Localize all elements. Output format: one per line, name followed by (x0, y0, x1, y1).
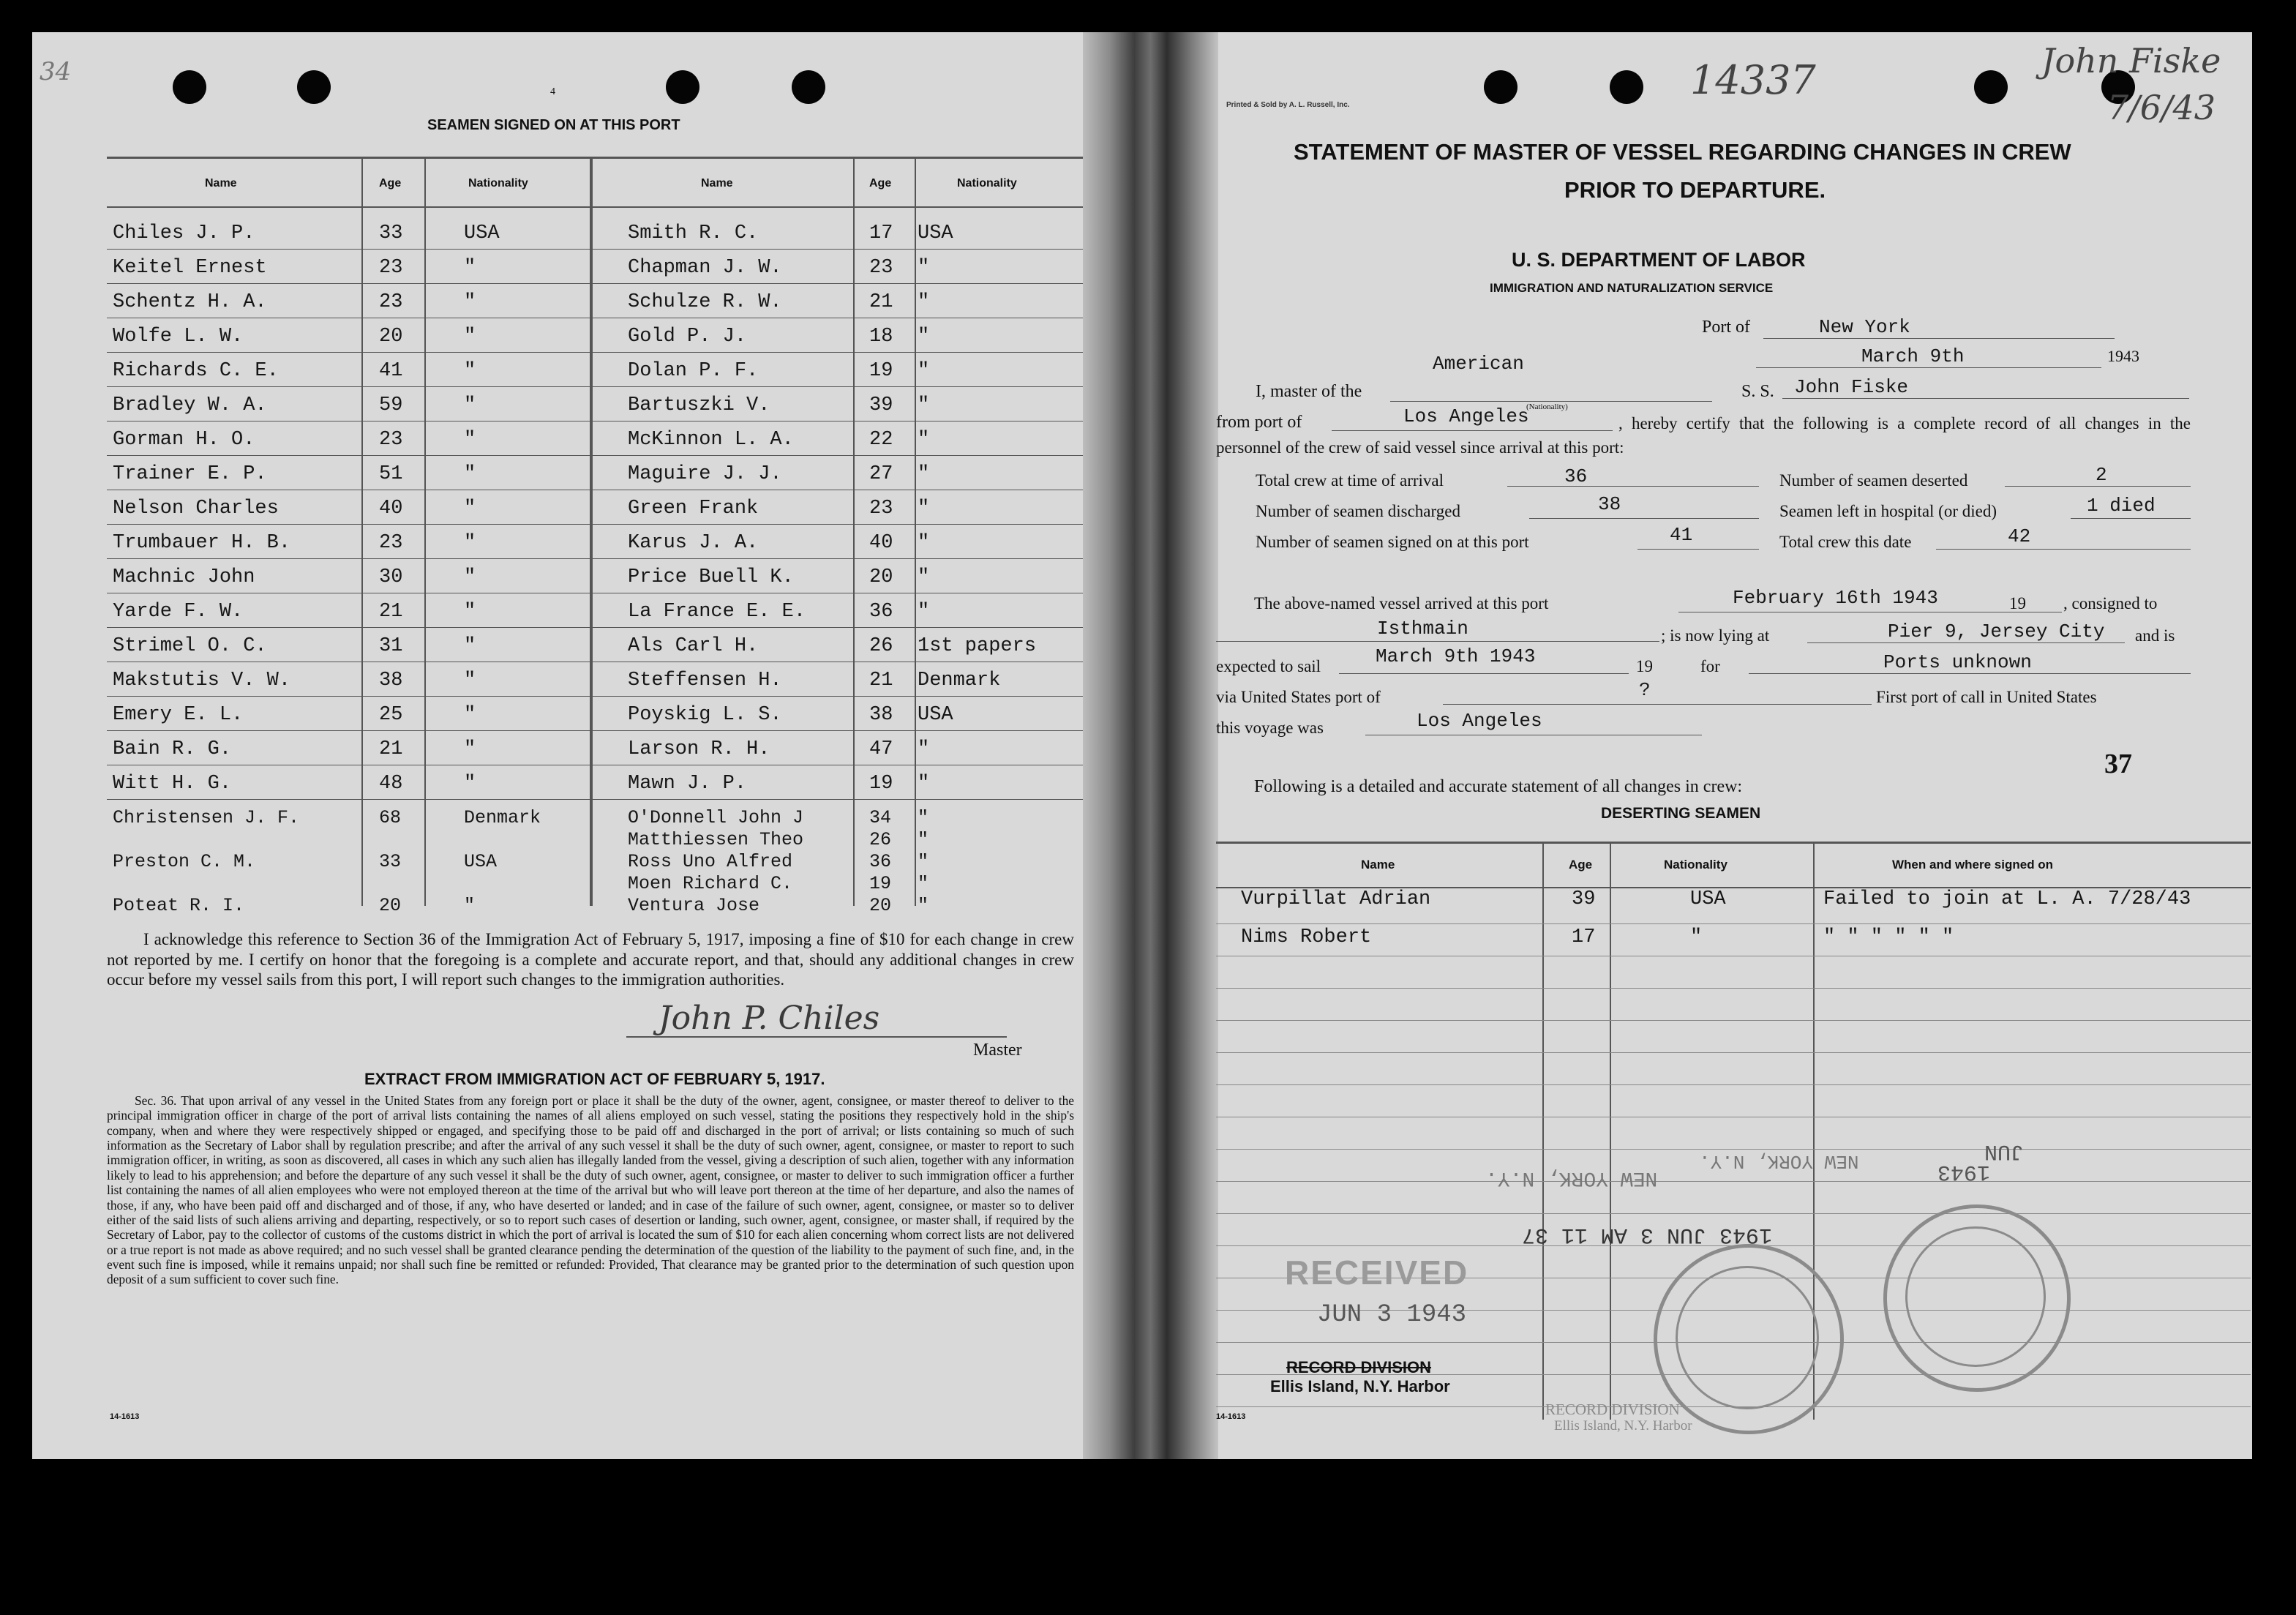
punch-hole (1610, 70, 1643, 104)
deserting-cell-signed: " " " " " " (1823, 926, 1954, 948)
seamen-cell-nat1: " (464, 257, 476, 279)
port-label: Port of (1702, 318, 1750, 337)
deserting-row-rule (1216, 923, 2251, 924)
seamen-cell-name2: La France E. E. (628, 601, 806, 623)
seamen-cell-nat1: " (464, 601, 476, 623)
seamen-cell-nat2: 1st papers (918, 635, 1037, 657)
col-header-age-2: Age (869, 177, 892, 190)
voyage-value: Los Angeles (1417, 710, 1542, 732)
and-is-label: and is (2135, 626, 2175, 645)
section-36-text: Sec. 36. That upon arrival of any vessel in the United States from any foreign port or place it shall be the duty of the owner, agent, consignee, or master thereof to deliver to the principal immigration officer in charge of the port of arrival lists containing the names of all aliens employed on such vessel, stating the positions they respectively hold in the ship's company, when and where they were respectively shipped or engaged, and specifying those to be paid off and discharged in the port of arrival; or lists containing so much of such information as the Secretary of Labor shall by regulation prescribe; and after the arrival of any such vessel it shall be the duty of such owner, agent, consignee, or master to report to such immigration officer, in writing, as soon as discovered, all cases in which any such alien has illegally landed from the vessel, giving a description of such alien, together with any information likely to lead to his apprehension; and before the departure of any such vessel it shall be the duty of such owner, agent, consignee, or master to deliver to such immigration officer a further list containing the names of all alien employees who were not employed thereon at the time of the arrival but who will leave port thereon at the time of her departure, and also the names of those, if any, who have been paid off and discharged and of those, if any, who have deserted or landed; and in case of the failure of such owner, agent, consignee, or master so to deliver either of the said lists of such aliens arriving and departing, respectively, or so to report such cases of desertion or landing, such owner, agent, consignee, or master shall, if required by the Secretary of Labor, pay to the collector of customs of the customs district in which the port of arrival is located the sum of $10 for each alien concerning whom correct lists are not delivered or a true report is not made as above required; and no such vessel shall be granted clearance pending the determination of the question of the liability to the payment of such fine, and, in the event such fine is imposed, while it remains unpaid; nor shall such fine be remitted or refunded: Provided, That clearance may be granted prior to the determination of such question upon deposit of a sum sufficient to cover such fine. (107, 1093, 1074, 1287)
seamen-cell-name2: Matthiessen Theo (628, 829, 804, 850)
seamen-cell-age2: 17 (869, 222, 893, 244)
seamen-cell-age2: 21 (869, 670, 893, 692)
date-value: March 9th (1861, 345, 1965, 367)
seamen-cell-nat2: " (918, 829, 929, 850)
new-york-stamp: NEW YORK, N.Y. (1485, 1166, 1658, 1189)
deserting-header-age: Age (1569, 858, 1593, 872)
seamen-cell-age1: 30 (379, 566, 403, 588)
consigned-label: , consigned to (2063, 594, 2158, 612)
first-call-label: First port of call in United States (1876, 688, 2097, 706)
seamen-cell-age2: 19 (869, 360, 893, 382)
seamen-cell-name2: Schulze R. W. (628, 291, 782, 313)
ellis-island-faint: Ellis Island, N.Y. Harbor (1554, 1418, 1692, 1434)
seamen-cell-name2: Karus J. A. (628, 532, 759, 554)
ship-name: John Fiske (1794, 376, 1909, 398)
nationality-caption: (Nationality) (1526, 402, 1568, 411)
circular-seal-inner (1905, 1226, 2046, 1367)
page-number-mark: 34 (40, 57, 72, 86)
seamen-row-rule (107, 696, 1083, 697)
nationality-value: American (1433, 353, 1524, 375)
vessel-name-mark: John Fiske (2041, 41, 2221, 80)
statement-title-line-2: PRIOR TO DEPARTURE. (1564, 177, 1826, 203)
master-label: Master (973, 1041, 1022, 1060)
seamen-cell-nat2: " (918, 257, 930, 279)
seamen-cell-name1: Makstutis V. W. (113, 670, 291, 692)
seamen-cell-age1: 40 (379, 498, 403, 520)
seamen-cell-name1: Gorman H. O. (113, 429, 255, 451)
expected-year-prefix: 19 (1636, 657, 1653, 675)
seamen-row-rule (107, 249, 1083, 250)
seamen-cell-nat1: " (464, 566, 476, 588)
col-header-name-1: Name (205, 177, 237, 190)
printer-line: Printed & Sold by A. L. Russell, Inc. (1226, 101, 1350, 109)
seamen-row-rule (107, 386, 1083, 387)
record-division-faint: RECORD DIVISION (1545, 1401, 1680, 1418)
seamen-cell-name1: Emery E. L. (113, 704, 244, 726)
arrived-label: The above-named vessel arrived at this port (1254, 594, 1549, 612)
seamen-cell-nat1: " (464, 291, 476, 313)
certify-text: , hereby certify that the following is a complete record of all changes in the personnel of the crew of said vessel since arrival at this port: (1216, 414, 2191, 457)
deserting-row-rule (1216, 1181, 2251, 1182)
seamen-cell-age2: 23 (869, 257, 893, 279)
seamen-cell-name1: Bain R. G. (113, 738, 232, 760)
deserting-header-name: Name (1361, 858, 1395, 872)
seamen-cell-name2: Green Frank (628, 498, 759, 520)
port-value: New York (1819, 316, 1910, 338)
arrived-value: February 16th 1943 (1733, 587, 1938, 609)
deserted-value: 2 (2096, 464, 2107, 486)
seamen-cell-nat1: " (464, 326, 476, 348)
seamen-cell-nat2: " (918, 773, 930, 795)
seamen-cell-name1: Richards C. E. (113, 360, 279, 382)
seamen-cell-nat2: " (918, 738, 930, 760)
seamen-cell-age2: 26 (869, 635, 893, 657)
seamen-cell-name2: Moen Richard C. (628, 873, 793, 894)
seamen-cell-name1: Wolfe L. W. (113, 326, 244, 348)
seamen-row-rule (107, 524, 1083, 525)
seamen-cell-age1: 33 (379, 851, 402, 872)
seamen-cell-age1: 31 (379, 635, 403, 657)
deserting-cell-name: Vurpillat Adrian (1241, 888, 1431, 910)
seamen-cell-nat1: Denmark (464, 807, 541, 828)
seamen-cell-nat1: " (464, 704, 476, 726)
discharged-value: 38 (1598, 493, 1621, 515)
seamen-cell-nat2: " (918, 498, 930, 520)
seamen-cell-age2: 36 (869, 601, 893, 623)
date-mark: 7/6/43 (2107, 88, 2216, 127)
seamen-cell-nat2: Denmark (918, 670, 1001, 692)
seamen-row-rule (107, 283, 1083, 284)
seamen-cell-name2: Larson R. H. (628, 738, 770, 760)
deserting-cell-age: 39 (1572, 888, 1596, 910)
arrived-year-prefix: 19 (2009, 594, 2026, 612)
jun-stamp: JUN (1984, 1139, 2025, 1164)
seamen-cell-nat2: " (918, 566, 930, 588)
voyage-label: this voyage was (1216, 719, 1324, 737)
deserting-header-signed-on: When and where signed on (1892, 858, 2054, 872)
seamen-cell-age1: 25 (379, 704, 403, 726)
seamen-cell-age2: 21 (869, 291, 893, 313)
service-name: IMMIGRATION AND NATURALIZATION SERVICE (1490, 281, 1774, 295)
seamen-cell-name1: Poteat R. I. (113, 895, 245, 916)
seamen-cell-nat2: USA (918, 222, 953, 244)
seamen-cell-name1: Trumbauer H. B. (113, 532, 291, 554)
seamen-cell-nat1: " (464, 463, 476, 485)
seamen-cell-nat1: " (464, 738, 476, 760)
deserting-header-nationality: Nationality (1664, 858, 1727, 872)
seamen-cell-nat2: " (918, 532, 930, 554)
discharged-label: Number of seamen discharged (1256, 502, 1460, 520)
seamen-cell-name2: Maguire J. J. (628, 463, 782, 485)
seamen-cell-age1: 41 (379, 360, 403, 382)
seamen-cell-age1: 23 (379, 291, 403, 313)
seamen-cell-age1: 51 (379, 463, 403, 485)
signed-on-label: Number of seamen signed on at this port (1256, 533, 1529, 551)
seamen-cell-age2: 20 (869, 566, 893, 588)
seamen-cell-name1: Christensen J. F. (113, 807, 300, 828)
seamen-cell-age1: 20 (379, 326, 403, 348)
seamen-cell-name2: Als Carl H. (628, 635, 759, 657)
seamen-cell-nat1: " (464, 635, 476, 657)
year-stamp: 1943 (1937, 1159, 1991, 1184)
seamen-cell-nat1: " (464, 498, 476, 520)
deserting-cell-name: Nims Robert (1241, 926, 1372, 948)
seamen-cell-name1: Bradley W. A. (113, 394, 267, 416)
record-division-label: RECORD DIVISION (1286, 1358, 1432, 1376)
expected-label: expected to sail (1216, 657, 1321, 675)
from-port-value: Los Angeles (1403, 405, 1529, 427)
deserting-cell-signed: Failed to join at L. A. 7/28/43 (1823, 888, 2191, 910)
seamen-cell-name2: Mawn J. P. (628, 773, 747, 795)
circular-postmark-inner (1676, 1266, 1819, 1409)
total-today-label: Total crew this date (1779, 533, 1912, 551)
seamen-row-rule (107, 352, 1083, 353)
seamen-cell-nat2: " (918, 895, 929, 916)
seamen-cell-name2: Poyskig L. S. (628, 704, 782, 726)
seamen-cell-nat1: " (464, 429, 476, 451)
seamen-cell-nat1: " (464, 895, 476, 916)
deserted-label: Number of seamen deserted (1779, 471, 1968, 490)
seamen-cell-age2: 19 (869, 773, 893, 795)
punch-hole (173, 70, 206, 104)
via-value: ? (1639, 679, 1651, 701)
right-form-number: 14-1613 (1216, 1412, 1246, 1421)
seamen-cell-name2: Ventura Jose (628, 895, 760, 916)
seamen-cell-age1: 21 (379, 738, 403, 760)
department-name: U. S. DEPARTMENT OF LABOR (1512, 249, 1806, 271)
deserting-row-rule (1216, 1020, 2251, 1021)
deserting-cell-age: 17 (1572, 926, 1596, 948)
seamen-cell-age2: 26 (869, 829, 892, 850)
master-signature: John P. Chiles (659, 1000, 880, 1037)
seamen-cell-age1: 68 (379, 807, 402, 828)
acknowledgment-text: I acknowledge this reference to Section 36 of the Immigration Act of February 5, 1917, imposing a fine of $10 for each change in crew not reported by me. I certify on honor that the foregoing is a complete and accurate report, and that, should any additional changes in crew occur before my vessel sails from this port, I will report such changes to the immigration authorities. (107, 930, 1074, 989)
seamen-cell-name1: Schentz H. A. (113, 291, 267, 313)
via-label: via United States port of (1216, 688, 1381, 706)
seamen-row-rule (107, 455, 1083, 456)
seamen-cell-name2: Ross Uno Alfred (628, 851, 793, 872)
seamen-cell-nat1: " (464, 532, 476, 554)
seamen-cell-nat2: " (918, 291, 930, 313)
col-header-name-2: Name (701, 177, 733, 190)
total-crew-arrival-value: 36 (1564, 465, 1588, 487)
page-fold (1083, 32, 1218, 1459)
seamen-cell-age1: 23 (379, 429, 403, 451)
hospital-value: 1 died (2087, 495, 2156, 517)
handwritten-count: 37 (2104, 749, 2132, 779)
seamen-row-rule (107, 558, 1083, 559)
seamen-cell-nat2: " (918, 326, 930, 348)
punch-hole (792, 70, 825, 104)
seamen-cell-nat2: " (918, 807, 929, 828)
file-number-mark: 14337 (1690, 57, 1816, 103)
seamen-cell-age1: 38 (379, 670, 403, 692)
seamen-row-rule (107, 627, 1083, 628)
seamen-cell-nat1: " (464, 773, 476, 795)
seamen-cell-age1: 21 (379, 601, 403, 623)
seamen-cell-nat1: USA (464, 222, 500, 244)
seamen-cell-name1: Nelson Charles (113, 498, 279, 520)
seamen-cell-age2: 23 (869, 498, 893, 520)
seamen-cell-name2: Dolan P. F. (628, 360, 759, 382)
seamen-cell-nat2: " (918, 851, 929, 872)
seamen-cell-name1: Chiles J. P. (113, 222, 255, 244)
lying-label: ; is now lying at (1661, 626, 1770, 645)
seamen-cell-age2: 47 (869, 738, 893, 760)
seamen-cell-nat2: " (918, 873, 929, 894)
col-header-nationality-2: Nationality (957, 177, 1017, 190)
seamen-cell-age2: 20 (869, 895, 892, 916)
deserting-row-rule (1216, 988, 2251, 989)
deserting-row-rule (1216, 1084, 2251, 1085)
deserting-row-rule (1216, 1052, 2251, 1053)
consignee-value: Isthmain (1377, 618, 1468, 640)
seamen-signed-on-title: SEAMEN SIGNED ON AT THIS PORT (427, 117, 680, 133)
seamen-cell-age1: 33 (379, 222, 403, 244)
seamen-cell-name2: Gold P. J. (628, 326, 747, 348)
seamen-cell-age1: 48 (379, 773, 403, 795)
seamen-cell-age2: 19 (869, 873, 892, 894)
seamen-cell-age1: 59 (379, 394, 403, 416)
for-value: Ports unknown (1883, 651, 2032, 673)
left-form-number: 14-1613 (110, 1412, 140, 1421)
deserting-row-rule (1216, 1149, 2251, 1150)
seamen-cell-nat1: " (464, 394, 476, 416)
seamen-cell-nat2: " (918, 360, 930, 382)
received-date-stamp: JUN 3 1943 (1317, 1301, 1467, 1329)
seamen-cell-nat1: " (464, 360, 476, 382)
seamen-cell-nat2: USA (918, 704, 953, 726)
statement-title-line-1: STATEMENT OF MASTER OF VESSEL REGARDING CHANGES IN CREW (1294, 139, 2071, 165)
seamen-cell-name2: O'Donnell John J (628, 807, 804, 828)
seamen-cell-age2: 38 (869, 704, 893, 726)
time-stamp: 1943 JUN 3 AM 11 37 (1522, 1222, 1773, 1247)
punch-hole (297, 70, 331, 104)
seamen-row-rule (107, 730, 1083, 731)
seamen-cell-age2: 27 (869, 463, 893, 485)
seamen-cell-name2: Chapman J. W. (628, 257, 782, 279)
left-page-number: 4 (550, 86, 555, 97)
seamen-cell-nat2: " (918, 601, 930, 623)
deserting-seamen-title: DESERTING SEAMEN (1601, 805, 1761, 822)
seamen-cell-name2: Bartuszki V. (628, 394, 770, 416)
new-york-stamp-2: NEW YORK, N.Y. (1699, 1150, 1859, 1172)
punch-hole (1484, 70, 1517, 104)
deserting-cell-nationality: USA (1690, 888, 1726, 910)
seamen-cell-name2: Steffensen H. (628, 670, 782, 692)
punch-hole (666, 70, 699, 104)
seamen-cell-name2: Smith R. C. (628, 222, 759, 244)
seamen-cell-nat2: " (918, 463, 930, 485)
seamen-cell-name1: Witt H. G. (113, 773, 232, 795)
seamen-cell-nat1: USA (464, 851, 498, 872)
expected-value: March 9th 1943 (1376, 645, 1536, 667)
col-header-nationality-1: Nationality (468, 177, 528, 190)
seamen-cell-name1: Machnic John (113, 566, 255, 588)
ellis-island-label: Ellis Island, N.Y. Harbor (1270, 1377, 1450, 1395)
deserting-cell-nationality: " (1690, 926, 1703, 948)
master-of-label: I, master of the (1256, 382, 1362, 401)
seamen-cell-name1: Keitel Ernest (113, 257, 267, 279)
deserting-row-rule (1216, 1213, 2251, 1214)
seamen-cell-age2: 39 (869, 394, 893, 416)
seamen-cell-age2: 34 (869, 807, 892, 828)
seamen-cell-name2: McKinnon L. A. (628, 429, 794, 451)
seamen-cell-nat2: " (918, 429, 930, 451)
ss-label: S. S. (1741, 382, 1774, 401)
for-label: for (1700, 657, 1720, 675)
extract-title: EXTRACT FROM IMMIGRATION ACT OF FEBRUARY 5, 1917. (364, 1070, 825, 1088)
col-header-age-1: Age (379, 177, 402, 190)
lying-value: Pier 9, Jersey City (1888, 621, 2105, 642)
seamen-cell-name2: Price Buell K. (628, 566, 794, 588)
seamen-cell-age2: 22 (869, 429, 893, 451)
signed-on-value: 41 (1670, 524, 1693, 546)
seamen-cell-name1: Preston C. M. (113, 851, 256, 872)
seamen-cell-nat1: " (464, 670, 476, 692)
following-text: Following is a detailed and accurate statement of all changes in crew: (1254, 777, 1743, 796)
from-port-label: from port of (1216, 413, 1302, 432)
seamen-cell-age1: 23 (379, 532, 403, 554)
seamen-row-rule (107, 799, 1083, 800)
seamen-cell-age2: 36 (869, 851, 892, 872)
seamen-cell-age1: 23 (379, 257, 403, 279)
seamen-cell-nat2: " (918, 394, 930, 416)
seamen-cell-age1: 20 (379, 895, 402, 916)
seamen-cell-age2: 18 (869, 326, 893, 348)
seamen-cell-name1: Strimel O. C. (113, 635, 267, 657)
date-year: 1943 (2107, 347, 2139, 365)
hospital-label: Seamen left in hospital (or died) (1779, 502, 1997, 520)
seamen-cell-name1: Trainer E. P. (113, 463, 267, 485)
punch-hole (1974, 70, 2008, 104)
total-today-value: 42 (2008, 525, 2031, 547)
total-crew-arrival-label: Total crew at time of arrival (1256, 471, 1444, 490)
seamen-cell-age2: 40 (869, 532, 893, 554)
seamen-cell-name1: Yarde F. W. (113, 601, 244, 623)
received-stamp: RECEIVED (1285, 1254, 1469, 1292)
